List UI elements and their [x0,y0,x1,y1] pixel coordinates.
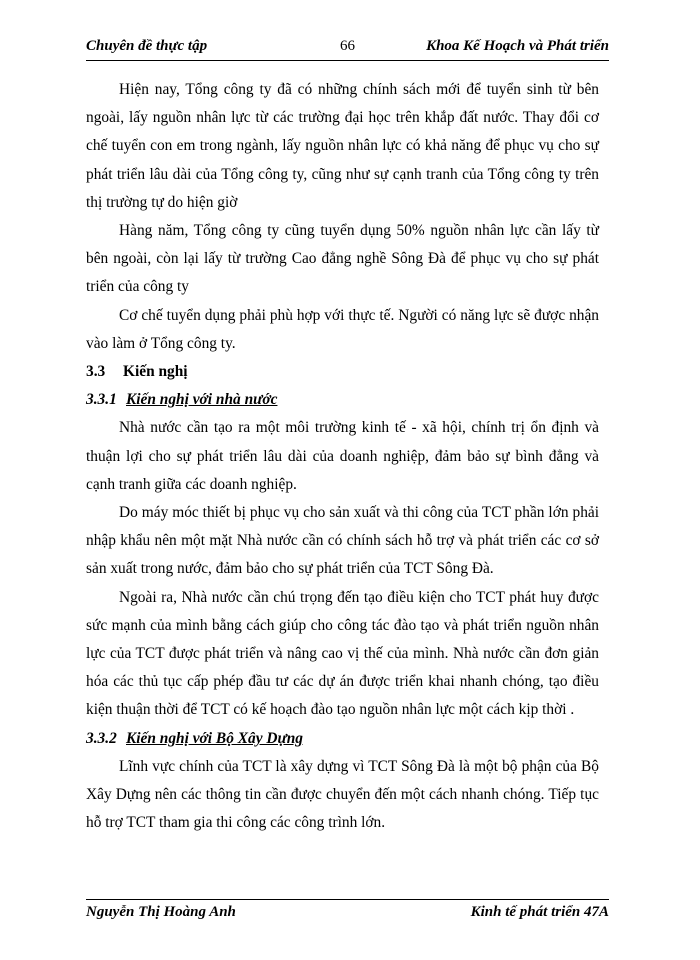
footer-author: Nguyễn Thị Hoàng Anh [86,904,236,920]
page-footer [86,904,609,926]
header-page-number: 66 [340,38,355,54]
section-number: 3.3.1 [86,391,117,409]
section-title: Kiến nghị với Bộ Xây Dựng [126,729,303,747]
paragraph: Hiện nay, Tổng công ty đã có những chính sách mới để tuyển sinh từ bên ngoài, lấy nguồn nhân lực từ các trường đại học trên khắp đất nước. Thay đổi cơ chế tuyển con em trong ngành, lấy nguồn nhân lực có khả năng để phục vụ cho sự phát triển lâu dài của Tổng công ty, cũng như sự cạnh tranh của Tổng công ty trên thị trường tự do hiện giờ [86,81,599,211]
header-department: Khoa Kế Hoạch và Phát triển [426,38,609,54]
paragraph: Ngoài ra, Nhà nước cần chú trọng đến tạo điều kiện cho TCT phát huy được sức mạnh của mình bằng cách giúp cho công tác đào tạo và phát triển nguồn nhân lực của TCT được phát triển và nâng cao vị thế của mình. Nhà nước cần đơn giản hóa các thủ tục cấp phép đầu tư các dự án được triển khai nhanh chóng, tạo điều kiện thuận thời để TCT có kế hoạch đào tạo nguồn nhân lực một cách kịp thời . [86,588,599,719]
header-document-type: Chuyên đề thực tập [86,38,208,54]
section-number: 3.3 [86,363,106,381]
section-title: Kiến nghị với nhà nước [126,391,278,409]
section-number: 3.3.2 [86,729,117,747]
paragraph: Lĩnh vực chính của TCT là xây dựng vì TCT Sông Đà là một bộ phận của Bộ Xây Dựng nên các thông tin cần được chuyển đến một cách nhanh chóng. Tiếp tục hỗ trợ TCT tham gia thi công các công trình lớn. [86,757,599,832]
paragraph: Hàng năm, Tổng công ty cũng tuyển dụng 50% nguồn nhân lực cần lấy từ bên ngoài, còn lại lấy từ trường Cao đẳng nghề Sông Đà để phục vụ cho sự phát triển của công ty [86,222,599,296]
header-divider [86,60,609,61]
document-body [86,76,599,837]
paragraph: Cơ chế tuyển dụng phải phù hợp với thực tế. Người có năng lực sẽ được nhận vào làm ở Tổng công ty. [86,306,599,352]
section-title: Kiến nghị [123,363,188,381]
page-header [86,38,609,60]
section-heading-3-3-1 [86,386,599,414]
footer-divider [86,899,609,900]
paragraph: Nhà nước cần tạo ra một môi trường kinh tế - xã hội, chính trị ổn định và thuận lợi cho sự phát triển lâu dài của doanh nghiệp, đảm bảo sự bình đẳng và cạnh tranh giữa các doanh nghiệp. [86,419,599,493]
footer-class: Kinh tế phát triển 47A [470,904,609,920]
section-heading-3-3-2 [86,725,599,753]
section-heading-3-3 [86,358,599,386]
paragraph: Do máy móc thiết bị phục vụ cho sản xuất và thi công của TCT phần lớn phải nhập khẩu nên một mặt Nhà nước cần có chính sách hỗ trợ và phát triển các cơ sở sản xuất trong nước, đảm bảo cho sự phát triển của TCT Sông Đà. [86,504,599,578]
